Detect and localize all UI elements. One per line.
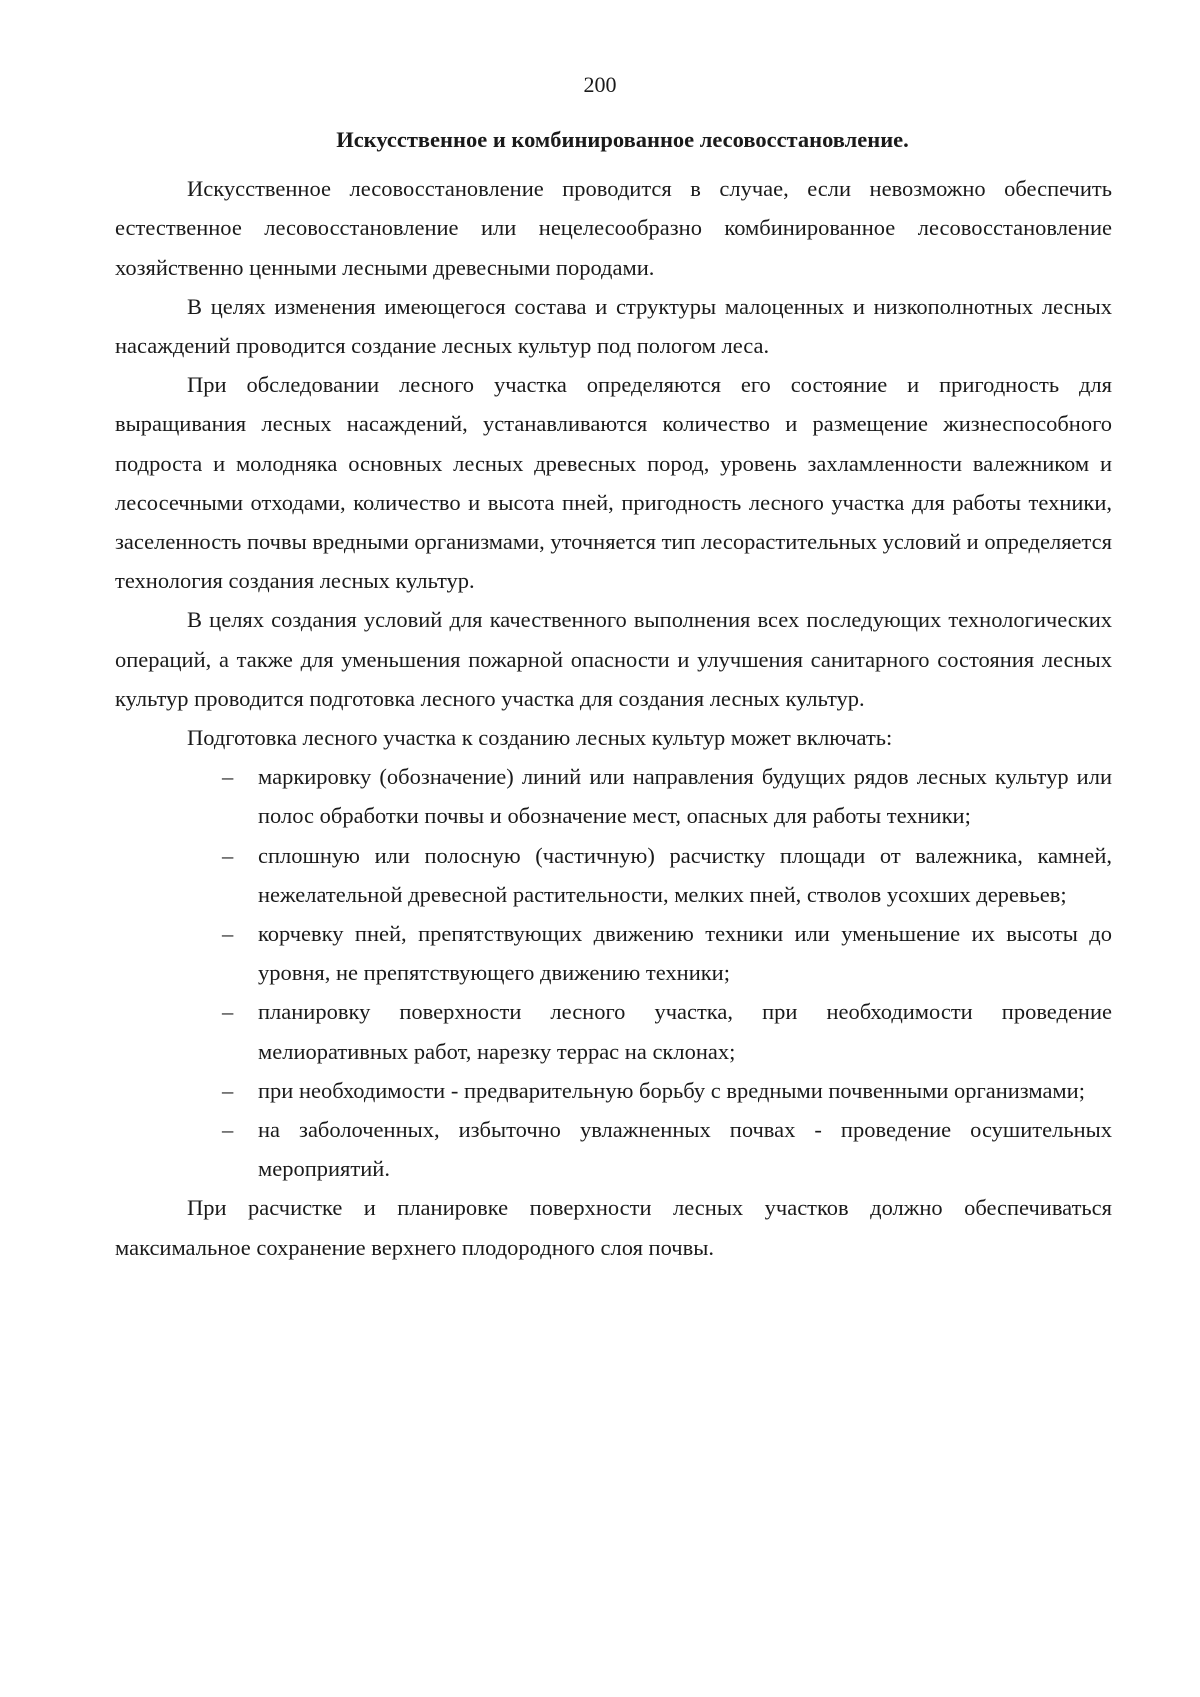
list-item-text: планировку поверхности лесного участка, при необходимости проведение мелиоративных работ, нарезку террас на склонах; — [258, 999, 1112, 1064]
list-item-text: при необходимости - предварительную борьбу с вредными почвенными организмами; — [258, 1077, 1085, 1103]
list-item — [115, 1110, 1112, 1188]
list-item-text: сплошную или полосную (частичную) расчистку площади от валежника, камней, нежелательной древесной растительности, мелких пней, стволов усохших деревьев; — [258, 842, 1112, 907]
paragraph: При обследовании лесного участка определяются его состояние и пригодность для выращивания лесных насаждений, устанавливаются количество и размещение жизнеспособного подроста и молодняка основных лесных древесных пород, уровень захламленности валежником и лесосечными отходами, количество и высота пней, пригодность лесного участка для работы техники, заселенность почвы вредными организмами, уточняется тип лесорастительных условий и определяется технология создания лесных культур. — [115, 372, 1112, 594]
dash-marker: – — [222, 1117, 234, 1143]
list-item — [115, 914, 1112, 992]
list-item — [115, 757, 1112, 835]
list-item — [115, 1071, 1112, 1110]
bullet-list — [115, 757, 1112, 1188]
section-title: Искусственное и комбинированное лесовосстановление. — [336, 127, 909, 152]
paragraph: При расчистке и планировке поверхности лесных участков должно обеспечиваться максимальное сохранение верхнего плодородного слоя почвы. — [115, 1195, 1112, 1260]
list-item — [115, 992, 1112, 1070]
page-number: 200 — [583, 72, 617, 97]
list-item-text: корчевку пней, препятствующих движению техники или уменьшение их высоты до уровня, не препятствующего движению техники; — [258, 921, 1112, 986]
dash-marker: – — [222, 999, 234, 1025]
dash-marker: – — [222, 764, 234, 790]
paragraph: Подготовка лесного участка к созданию лесных культур может включать: — [187, 725, 893, 751]
dash-marker: – — [222, 1077, 234, 1103]
paragraph: В целях изменения имеющегося состава и структуры малоценных и низкополнотных лесных насаждений проводится создание лесных культур под пологом леса. — [115, 293, 1112, 359]
dash-marker: – — [222, 842, 234, 868]
list-item-text: маркировку (обозначение) линий или направления будущих рядов лесных культур или полос обработки почвы и обозначение мест, опасных для работы техники; — [258, 764, 1112, 829]
dash-marker: – — [222, 921, 234, 947]
paragraph: В целях создания условий для качественного выполнения всех последующих технологических операций, а также для уменьшения пожарной опасности и улучшения санитарного состояния лесных культур проводится подготовка лесного участка для создания лесных культур. — [115, 607, 1112, 711]
list-item-text: на заболоченных, избыточно увлажненных почвах - проведение осушительных мероприятий. — [258, 1117, 1112, 1182]
paragraph: Искусственное лесовосстановление проводится в случае, если невозможно обеспечить естественное лесовосстановление или нецелесообразно комбинированное лесовосстановление хозяйственно ценными лесными древесными породами. — [115, 176, 1112, 280]
document-body — [115, 120, 1112, 1267]
list-item — [115, 836, 1112, 914]
